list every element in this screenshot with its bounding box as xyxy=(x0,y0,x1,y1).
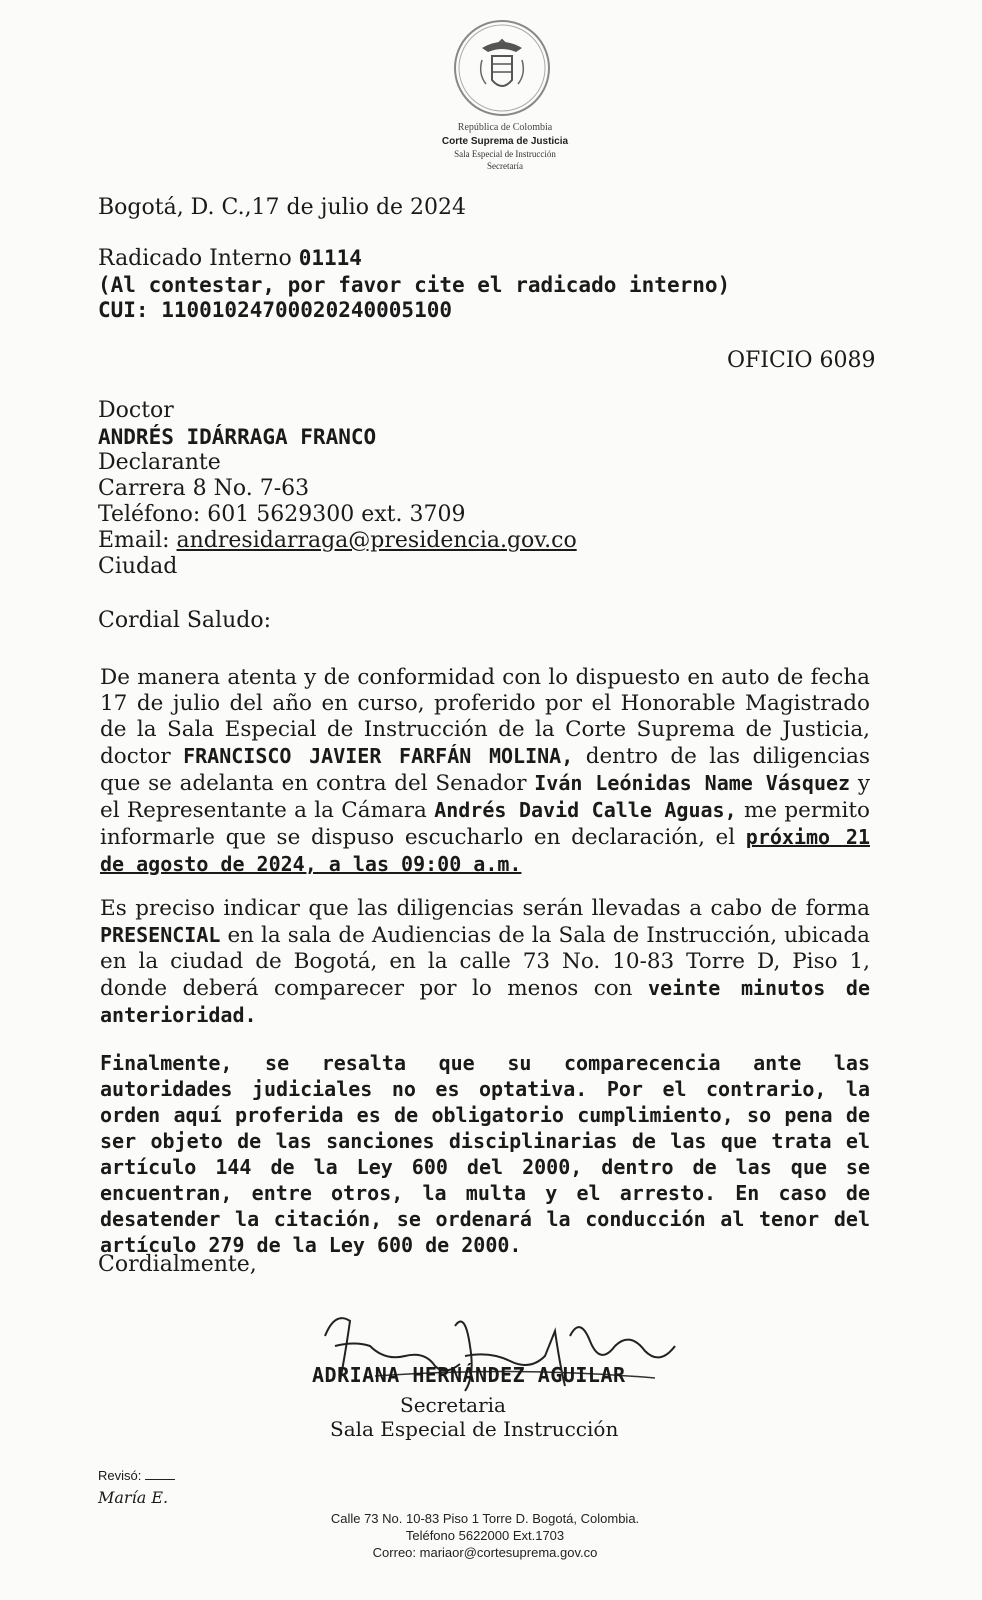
recipient-phone: Teléfono: 601 5629300 ext. 3709 xyxy=(98,502,466,527)
radicado-number: 01114 xyxy=(298,246,362,270)
p1-text-3: y el Representante a la Cámara xyxy=(100,771,870,823)
p1-text-2: dentro de las diligencias que se adelanta en contra del Senador xyxy=(100,744,870,796)
review-line xyxy=(98,1468,175,1483)
closing: Cordialmente, xyxy=(98,1252,257,1277)
recipient-name: ANDRÉS IDÁRRAGA FRANCO xyxy=(98,425,377,449)
paragraph-summons xyxy=(100,665,870,878)
recipient-email-link[interactable]: andresidarraga@presidencia.gov.co xyxy=(176,528,577,553)
signer-name: ADRIANA HERNÁNDEZ AGUILAR xyxy=(312,1363,626,1387)
date-line: Bogotá, D. C.,17 de julio de 2024 xyxy=(98,195,467,220)
greeting: Cordial Saludo: xyxy=(98,608,271,633)
radicado-label: Radicado Interno xyxy=(98,246,299,271)
magistrate-name: FRANCISCO JAVIER FARFÁN MOLINA, xyxy=(183,744,574,768)
recipient-city: Ciudad xyxy=(98,554,178,579)
recipient-email-line xyxy=(98,528,577,554)
arrival-time-note: veinte minutos de anterioridad. xyxy=(100,976,870,1027)
p1-text-1: De manera atenta y de conformidad con lo dispuesto en auto de fecha 17 de julio del año en curso, proferido por el Honorable Magistrado de la Sala Especial de Instrucción de la Corte Suprema de Justicia, doctor xyxy=(100,665,870,769)
recipient-title: Doctor xyxy=(98,398,174,423)
letterhead-office: Secretaría xyxy=(487,161,523,172)
cui-number: CUI: 11001024700020240005100 xyxy=(98,298,453,322)
radicado-line xyxy=(98,245,362,272)
p2-text-1: Es preciso indicar que las diligencias serán llevadas a cabo de forma xyxy=(100,896,870,921)
review-blank xyxy=(145,1479,175,1480)
coat-of-arms-seal xyxy=(452,18,552,118)
email-label: Email: xyxy=(98,528,177,553)
hearing-mode: PRESENCIAL xyxy=(100,923,221,947)
reviewer-initials: María E. xyxy=(98,1488,169,1507)
representative-name: Andrés David Calle Aguas, xyxy=(434,798,737,822)
p2-text-2: en la sala de Audiencias de la Sala de Instrucción, ubicada en la ciudad de Bogotá, en la calle 73 No. 10-83 Torre D, Piso 1, donde deberá comparecer por lo menos con xyxy=(100,923,870,1001)
footer-phone: Teléfono 5622000 Ext.1703 xyxy=(405,1528,565,1543)
letterhead-country: República de Colombia xyxy=(457,122,553,133)
oficio-number: OFICIO 6089 xyxy=(727,348,876,373)
p1-text-4: me permito informarle que se dispuso escucharlo en declaración, el xyxy=(100,798,870,850)
senator-name: Iván Leónidas Name Vásquez xyxy=(534,771,851,795)
hearing-date: próximo 21 de agosto de 2024, a las 09:00 a.m. xyxy=(100,825,870,876)
review-label: Revisó: xyxy=(98,1468,142,1483)
letterhead-chamber: Sala Especial de Instrucción xyxy=(454,149,556,159)
footer xyxy=(250,1510,720,1561)
recipient-address: Carrera 8 No. 7-63 xyxy=(98,476,310,501)
footer-email: Correo: mariaor@cortesuprema.gov.co xyxy=(372,1545,598,1560)
signer-department: Sala Especial de Instrucción xyxy=(330,1417,619,1441)
paragraph-obligation-warning: Finalmente, se resalta que su comparecencia ante las autoridades judiciales no es optativa. Por el contrario, la orden aquí proferida es de obligatorio cumplimiento, so pena de ser objeto de las sanciones disciplinarias de las que trata el artículo 144 de la Ley 600 del 2000, dentro de las que se encuentran, entre otros, la multa y el arresto. En caso de desatender la citación, se ordenará la conducción al tenor del artículo 279 de la Ley 600 de 2000. xyxy=(100,1051,870,1257)
footer-address: Calle 73 No. 10-83 Piso 1 Torre D. Bogotá, Colombia. xyxy=(330,1511,640,1526)
signer-role: Secretaria xyxy=(400,1393,506,1417)
citation-instruction: (Al contestar, por favor cite el radicado interno) xyxy=(98,273,731,297)
letterhead-court: Corte Suprema de Justicia xyxy=(441,135,569,147)
paragraph-location xyxy=(100,896,870,1029)
letterhead xyxy=(400,121,610,172)
recipient-role: Declarante xyxy=(98,450,221,475)
